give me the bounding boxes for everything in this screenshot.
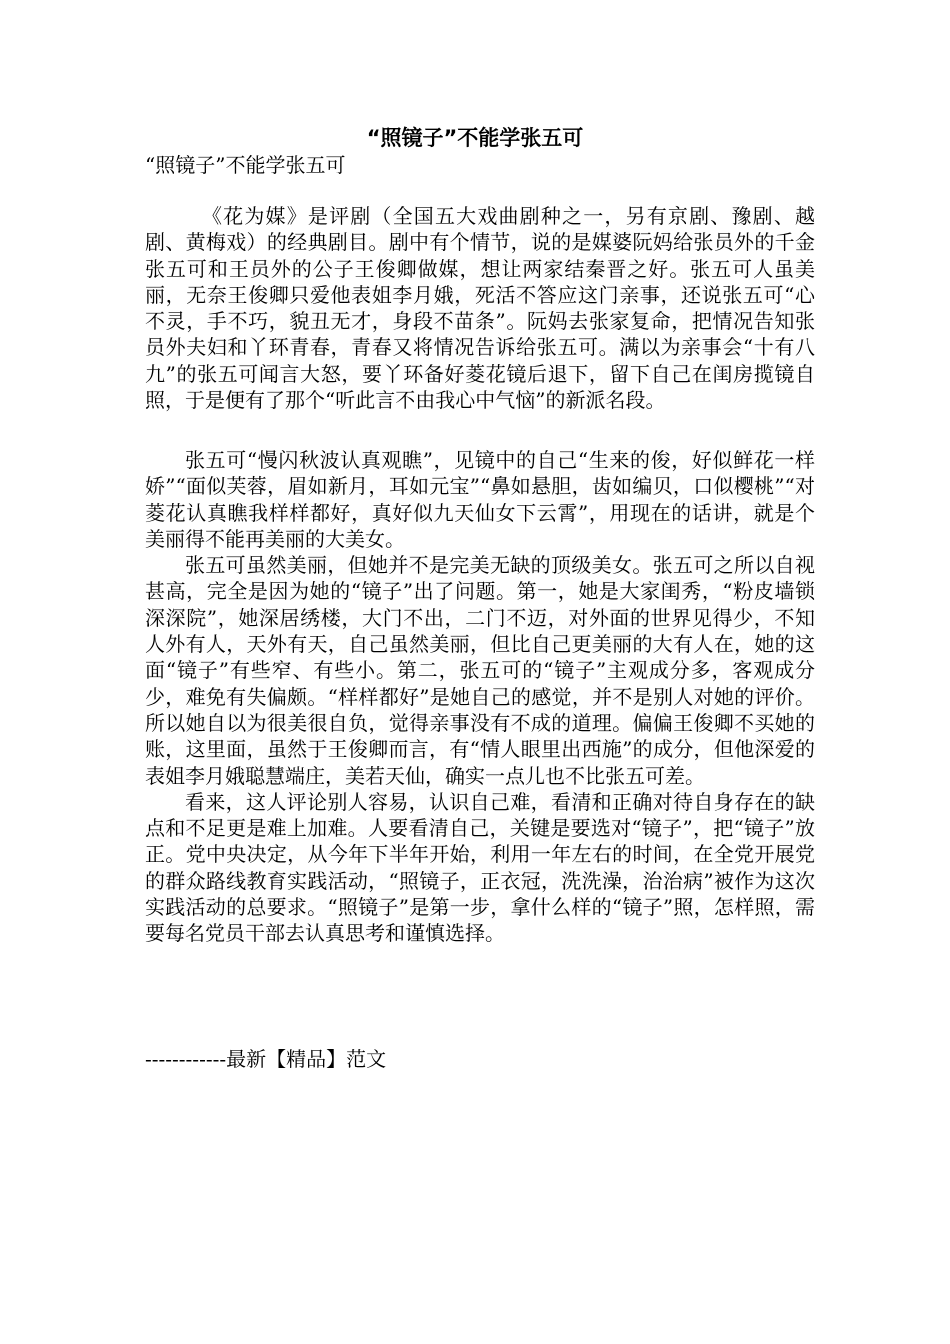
paragraph-1: 《花为媒》是评剧（全国五大戏曲剧种之一，另有京剧、豫剧、越剧、黄梅戏）的经典剧目。剧中有个情节，说的是媒婆阮妈给张员外的千金张五可和王员外的公子王俊卿做媒，想让两家结秦晋之好。张五可人虽美丽，无奈王俊卿只爱他表姐李月娥，死活不答应这门亲事，还说张五可“心不灵，手不巧，貌丑无才，身段不苗条”。阮妈去张家复命，把情况告知张员外夫妇和丫环青春，青春又将情况告诉给张五可。满以为亲事会“十有八九”的张五可闻言大怒，要丫环备好菱花镜后退下，留下自己在闺房揽镜自照，于是便有了那个“听此言不由我心中气恼”的新派名段。 [145,204,815,413]
document-footer: ------------最新【精品】范文 [145,1047,387,1071]
document-title: “照镜子”不能学张五可 [366,126,584,150]
analysis-section [145,447,815,947]
paragraph-4: 看来，这人评论别人容易，认识自己难，看清和正确对待自身存在的缺点和不足更是难上加难。人要看清自己，关键是要选对“镜子”，把“镜子”放正。党中央决定，从今年下半年开始，利用一年左右的时间，在全党开展党的群众路线教育实践活动，“照镜子，正衣冠，洗洗澡，治治病”被作为这次实践活动的总要求。“照镜子”是第一步，拿什么样的“镜子”照，怎样照，需要每名党员干部去认真思考和谨慎选择。 [145,789,815,946]
paragraph-2: 张五可“慢闪秋波认真观瞧”，见镜中的自己“生来的俊，好似鲜花一样娇”“面似芙蓉，眉如新月，耳如元宝”“鼻如悬胆，齿如编贝，口似樱桃”“对菱花认真瞧我样样都好，真好似九天仙女下云霄”，用现在的话讲，就是个美丽得不能再美丽的大美女。 [145,448,815,551]
paragraph-3: 张五可虽然美丽，但她并不是完美无缺的顶级美女。张五可之所以自视甚高，完全是因为她的“镜子”出了问题。第一，她是大家闺秀，“粉皮墙锁深深院”，她深居绣楼，大门不出，二门不迈，对外面的世界见得少，不知人外有人，天外有天，自己虽然美丽，但比自己更美丽的大有人在，她的这面“镜子”有些窄、有些小。第二，张五可的“镜子”主观成分多，客观成分少，难免有失偏颇。“样样都好”是她自己的感觉，并不是别人对她的评价。所以她自以为很美很自负，觉得亲事没有不成的道理。偏偏王俊卿不买她的账，这里面，虽然于王俊卿而言，有“情人眼里出西施”的成分，但他深爱的表姐李月娥聪慧端庄，美若天仙，确实一点儿也不比张五可差。 [145,553,815,788]
document-subtitle: “照镜子”不能学张五可 [145,153,346,177]
intro-section [145,203,815,413]
